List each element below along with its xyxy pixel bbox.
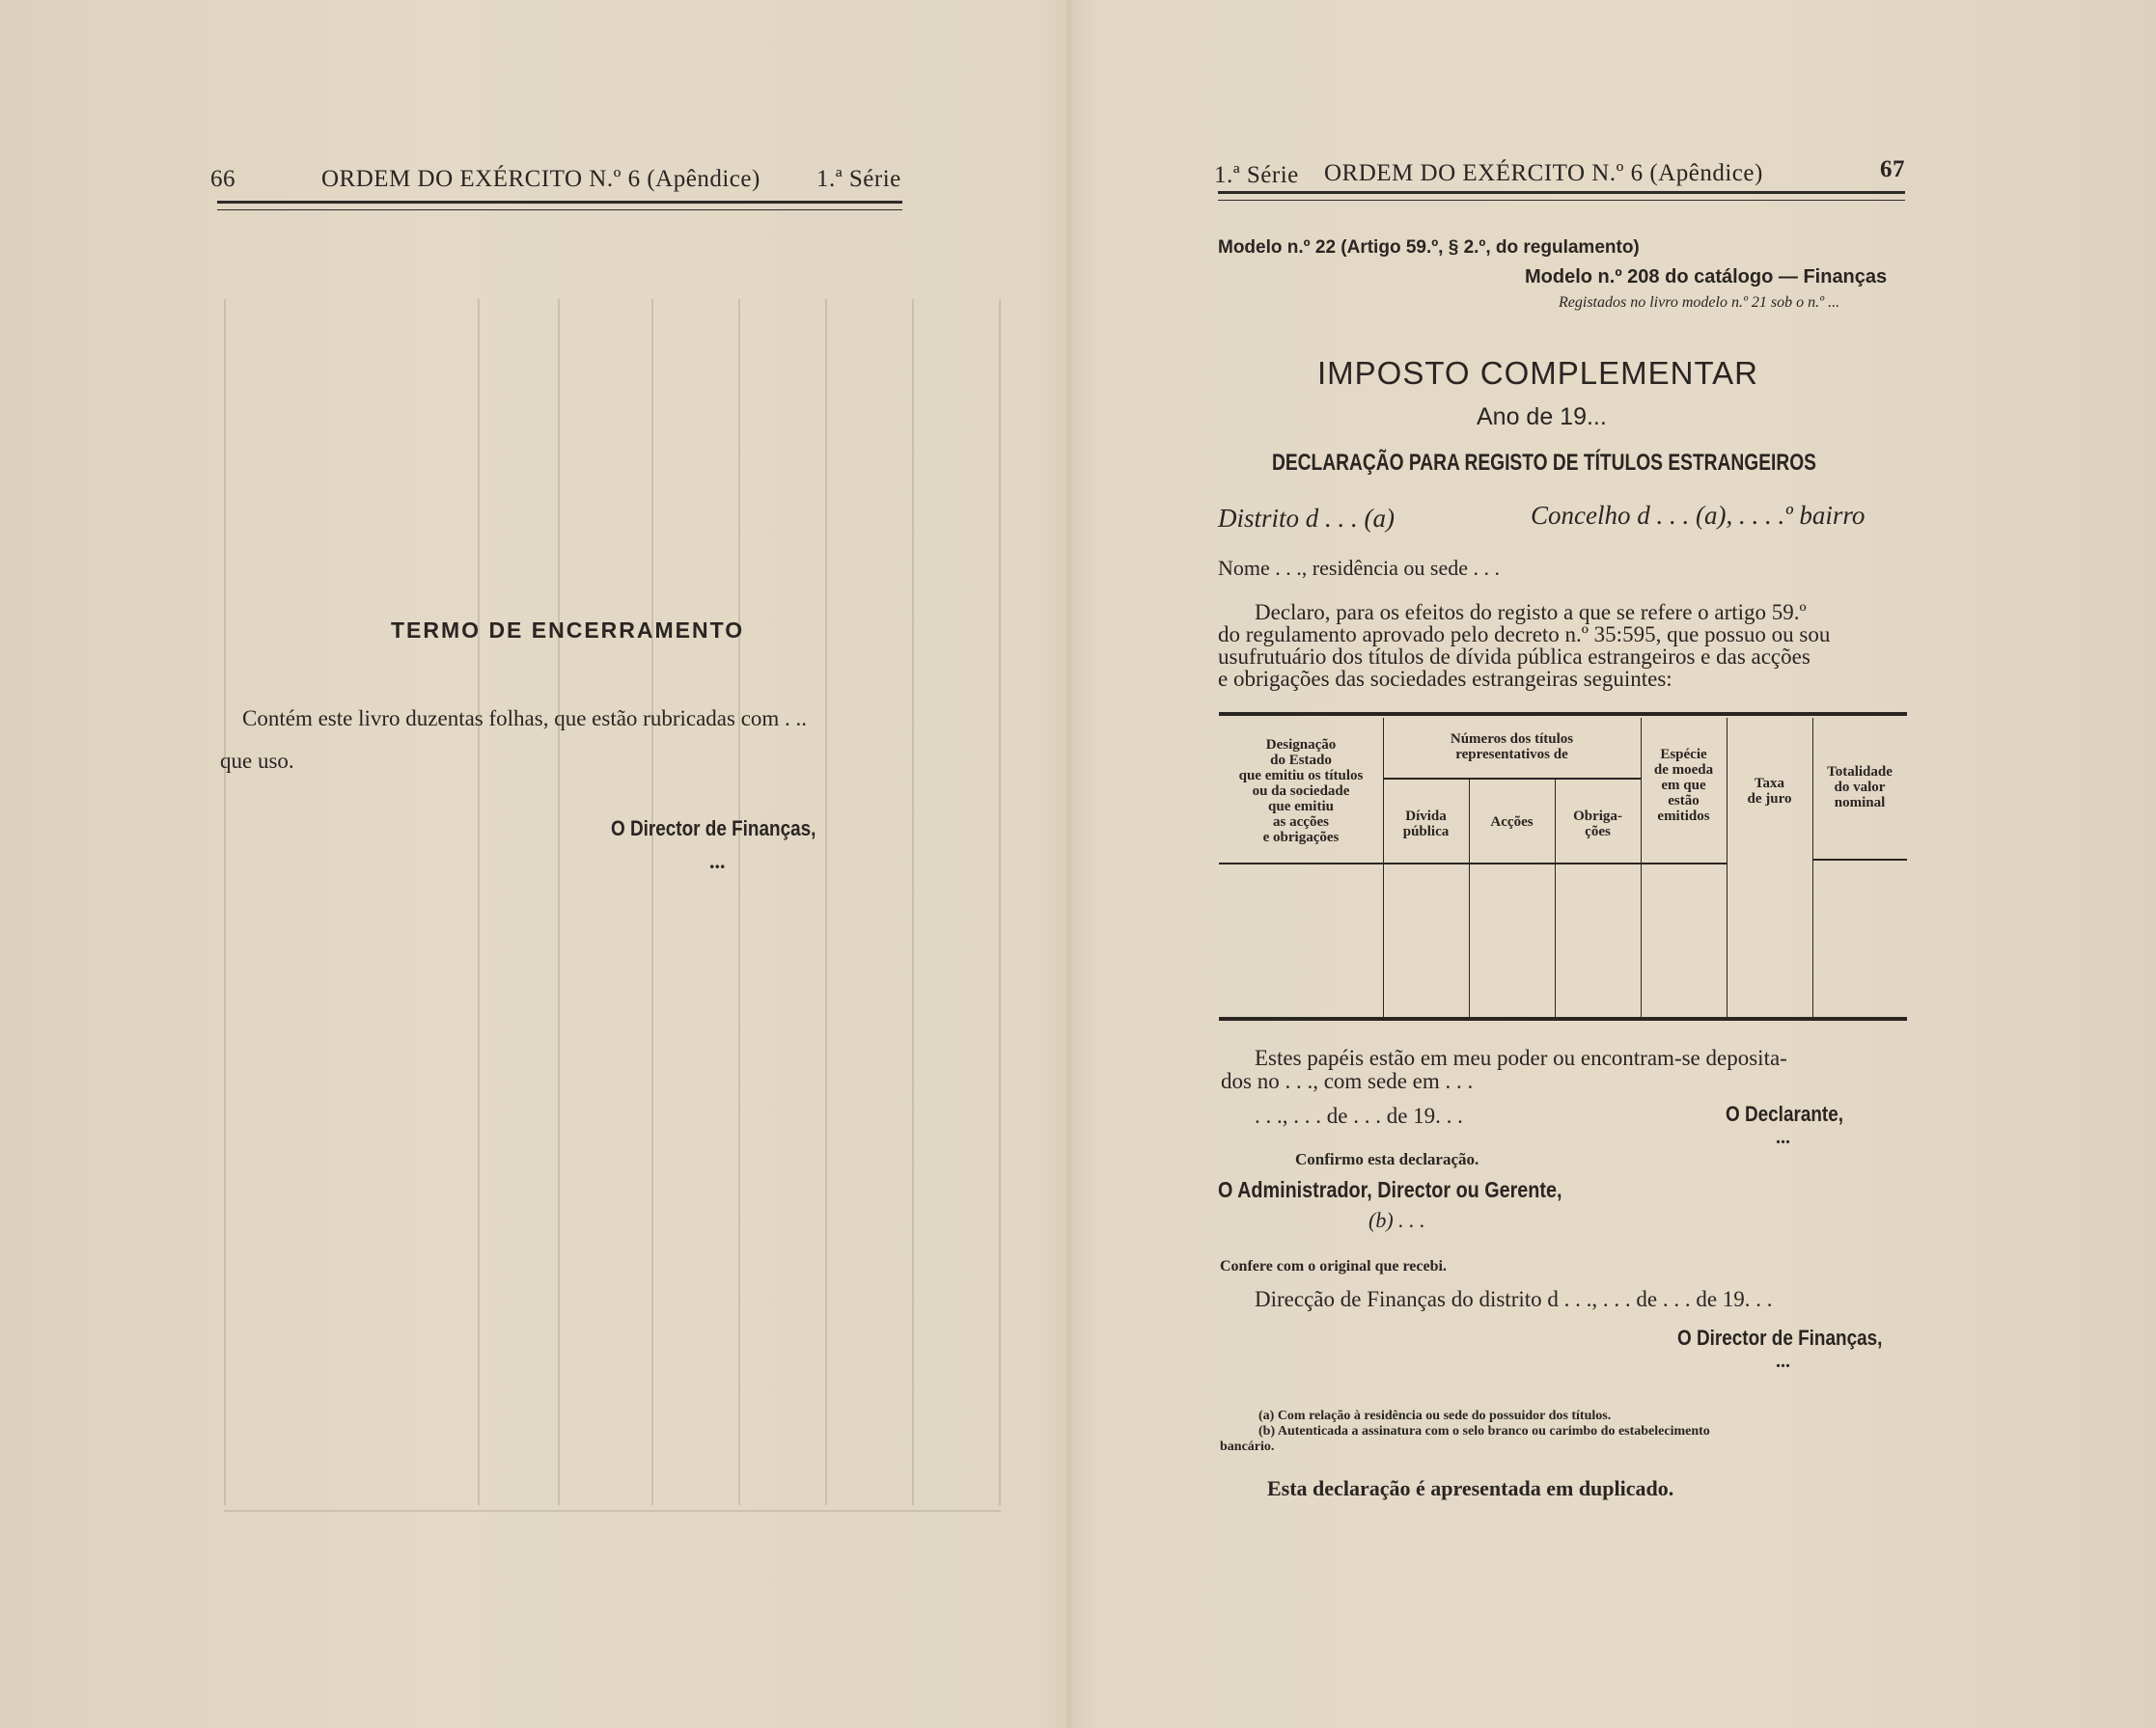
- securities-table: [1219, 712, 1907, 1023]
- bleed-through-line: [738, 299, 740, 1505]
- page-header-series: 1.ª Série: [1214, 162, 1299, 188]
- deposit-line2: dos no . . ., com sede em . . .: [1221, 1069, 1474, 1093]
- col-header-bonds: Obriga- ções: [1573, 809, 1622, 839]
- director-dots: ...: [1776, 1351, 1790, 1372]
- signatory-dots: ...: [709, 849, 726, 873]
- administrator-sign: (b) . . .: [1368, 1208, 1425, 1232]
- page-header-title: ORDEM DO EXÉRCITO N.º 6 (Apêndice): [1324, 160, 1763, 186]
- direction-line: Direcção de Finanças do distrito d . . ., . . . de . . . de 19. . .: [1255, 1287, 1773, 1311]
- bleed-through-line: [478, 299, 480, 1505]
- model-line: Modelo n.º 22 (Artigo 59.º, § 2.º, do regulamento): [1218, 237, 1640, 258]
- declarant: O Declarante,: [1726, 1102, 1843, 1126]
- col-header-shares: Acções: [1490, 814, 1534, 830]
- table-column-divider: [1812, 718, 1813, 1017]
- signatory: O Director de Finanças,: [611, 816, 816, 840]
- bleed-through-line: [224, 299, 226, 1505]
- district-line: Distrito d . . . (a): [1218, 504, 1396, 533]
- bleed-through-line: [912, 299, 914, 1505]
- col-header-interest-rate: Taxa de juro: [1747, 776, 1792, 807]
- declaration-text-line: usufrutuário dos títulos de dívida pública estrangeiros e das acções: [1218, 645, 1810, 669]
- table-top-rule: [1219, 712, 1907, 716]
- final-line: Esta declaração é apresentada em duplicado.: [1267, 1476, 1674, 1500]
- bleed-through-line: [999, 299, 1001, 1505]
- page-number: 67: [1880, 156, 1905, 182]
- table-header-rule: [1383, 778, 1641, 780]
- bleed-through-line: [558, 299, 560, 1505]
- closing-title: TERMO DE ENCERRAMENTO: [391, 617, 745, 643]
- confirm-line: Confirmo esta declaração.: [1295, 1150, 1479, 1168]
- administrator: O Administrador, Director ou Gerente,: [1218, 1177, 1562, 1202]
- bleed-through-line: [651, 299, 653, 1505]
- date-line: . . ., . . . de . . . de 19. . .: [1255, 1104, 1463, 1128]
- declaration-title: DECLARAÇÃO PARA REGISTO DE TÍTULOS ESTRANGEIROS: [1272, 450, 1816, 476]
- table-column-divider: [1383, 718, 1384, 1017]
- deposit-line1: Estes papéis estão em meu poder ou encontram-se deposita-: [1255, 1046, 1787, 1070]
- declaration-text-line: Declaro, para os efeitos do registo a que se refere o artigo 59.º: [1255, 600, 1807, 624]
- name-line: Nome . . ., residência ou sede . . .: [1218, 556, 1501, 580]
- footnote-a: (a) Com relação à residência ou sede do possuidor dos títulos.: [1258, 1409, 1612, 1423]
- col-group-header-numbers: Números dos títulos representativos de: [1450, 731, 1574, 762]
- col-header-designation: Designação do Estado que emitiu os títulos ou da sociedade que emitiu as acções e obrigações: [1238, 737, 1364, 845]
- confer-line: Confere com o original que recebi.: [1220, 1258, 1447, 1275]
- municipality-line: Concelho d . . . (a), . . . .º bairro: [1531, 501, 1866, 530]
- table-bottom-rule: [1219, 1017, 1907, 1021]
- declaration-text-line: e obrigações das sociedades estrangeiras seguintes:: [1218, 667, 1672, 691]
- main-title: IMPOSTO COMPLEMENTAR: [1317, 355, 1758, 391]
- director: O Director de Finanças,: [1677, 1326, 1883, 1350]
- catalog-line: Modelo n.º 208 do catálogo — Finanças: [1525, 266, 1888, 288]
- col-header-total-nominal: Totalidade do valor nominal: [1827, 764, 1893, 810]
- page-number: 66: [210, 166, 235, 192]
- header-rule: [217, 201, 902, 210]
- declaration-text-line: do regulamento aprovado pelo decreto n.º 35:595, que possuo ou sou: [1218, 622, 1831, 646]
- col-header-public-debt: Dívida pública: [1402, 809, 1450, 839]
- bleed-through-line: [825, 299, 827, 1505]
- col-header-currency: Espécie de moeda em que estão emitidos: [1653, 747, 1714, 824]
- bleed-through-line: [224, 1510, 1001, 1512]
- book-gutter: [1066, 0, 1072, 1728]
- closing-text-line1: Contém este livro duzentas folhas, que estão rubricadas com . ..: [242, 706, 808, 730]
- table-header-rule: [1812, 859, 1907, 861]
- header-rule: [1218, 191, 1905, 201]
- closing-text-line2: que uso.: [220, 749, 294, 773]
- table-header-rule: [1219, 863, 1727, 864]
- page-header-series: 1.ª Série: [816, 166, 901, 192]
- page-header-title: ORDEM DO EXÉRCITO N.º 6 (Apêndice): [321, 166, 760, 192]
- footnote-b-cont: bancário.: [1220, 1440, 1275, 1454]
- footnote-b: (b) Autenticada a assinatura com o selo branco ou carimbo do estabelecimento: [1258, 1424, 1710, 1439]
- table-column-divider: [1727, 718, 1728, 1017]
- registered-line: Registados no livro modelo n.º 21 sob o n.º ...: [1559, 294, 1840, 311]
- declarant-dots: ...: [1776, 1127, 1790, 1148]
- year-line: Ano de 19...: [1477, 403, 1607, 430]
